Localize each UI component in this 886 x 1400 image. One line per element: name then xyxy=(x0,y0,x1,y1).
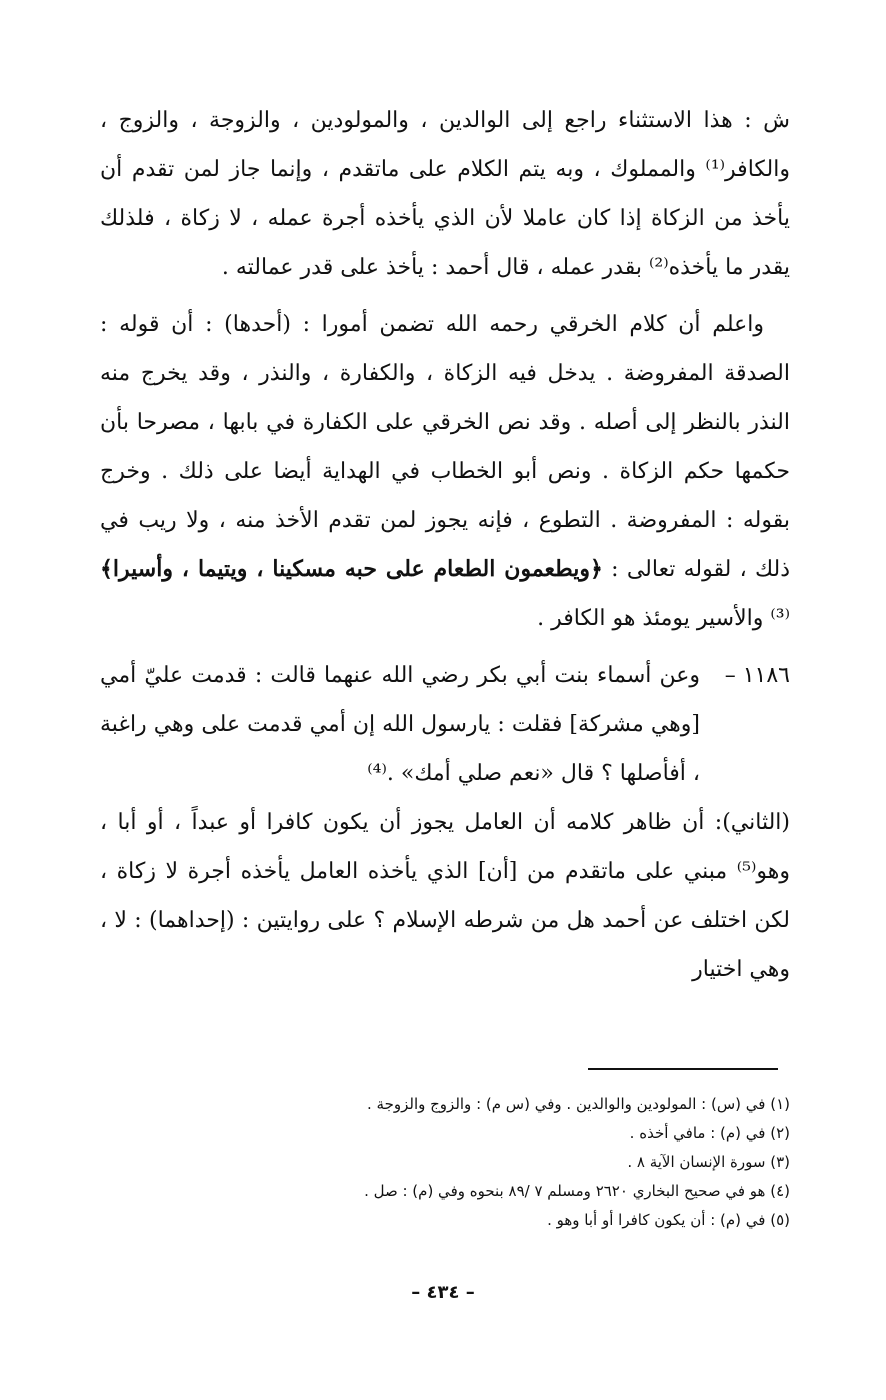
main-text xyxy=(100,96,790,994)
paragraph-commentary: ش : هذا الاستثناء راجع إلى الوالدين ، والمولودين ، والزوجة ، والزوج ، والكافر⁽¹⁾ والمملوك ، وبه يتم الكلام على ماتقدم ، وإنما جاز لمن تقدم أن يأخذ من الزكاة إذا كان عاملا لأن الذي يأخذه أجرة عمله ، لا زكاة ، فلذلك يقدر ما يأخذه⁽²⁾ بقدر عمله ، قال أحمد : يأخذ على قدر عمالته . xyxy=(100,108,790,280)
hadith-entry xyxy=(100,651,790,798)
footnote-5: (٥) في (م) : أن يكون كافرا أو أبا وهو . xyxy=(547,1211,790,1229)
page-number: – ٤٣٤ – xyxy=(411,1282,475,1303)
paragraph-explanation xyxy=(100,300,790,643)
paragraph-second-point: (الثاني): أن ظاهر كلامه أن العامل يجوز أن يكون كافرا أو عبداً ، أو أبا ، وهو⁽⁵⁾ مبني على ماتقدم من [أن] الذي يأخذه العامل يأخذه أجرة لا زكاة ، لكن اختلف عن أحمد هل من شرطه الإسلام ؟ على روايتين : (إحداهما) : لا ، وهي اختيار xyxy=(100,810,790,982)
quran-verse: ﴿ويطعمون الطعام على حبه مسكينا ، ويتيما ، وأسيرا﴾ xyxy=(100,556,603,582)
footnote-4: (٤) هو في صحيح البخاري ٢٦٢٠ ومسلم ٧ /٨٩ بنحوه وفي (م) : صل . xyxy=(364,1182,790,1200)
footnote-divider xyxy=(588,1068,778,1070)
hadith-text: وعن أسماء بنت أبي بكر رضي الله عنهما قالت : قدمت عليّ أمي [وهي مشركة] فقلت : يارسول الله إن أمي قدمت على وهي راغبة ، أفأصلها ؟ قال «نعم صلي أمك» .⁽⁴⁾ xyxy=(100,663,700,786)
footnote-1: (١) في (س) : المولودين والوالدين . وفي (س م) : والزوج والزوجة . xyxy=(367,1095,790,1113)
paragraph-explanation-end: ⁽³⁾ والأسير يومئذ هو الكافر . xyxy=(537,606,790,631)
footnote-2: (٢) في (م) : مافي أخذه . xyxy=(629,1124,790,1142)
footnote-3: (٣) سورة الإنسان الآية ٨ . xyxy=(627,1153,790,1171)
paragraph-explanation-start: واعلم أن كلام الخرقي رحمه الله تضمن أمورا : (أحدها) : أن قوله : الصدقة المفروضة . يدخل فيه الزكاة ، والكفارة ، والنذر ، وقد يخرج منه النذر بالنظر إلى أصله . وقد نص الخرقي على الكفارة في بابها ، مصرحا بأن حكمها حكم الزكاة . ونص أبو الخطاب في الهداية أيضا على ذلك . وخرج بقوله : المفروضة . التطوع ، فإنه يجوز لمن تقدم الأخذ منه ، ولا ريب في ذلك ، لقوله تعالى : xyxy=(100,312,791,582)
footnotes xyxy=(220,1090,790,1235)
hadith-number: ١١٨٦ – xyxy=(724,663,790,688)
